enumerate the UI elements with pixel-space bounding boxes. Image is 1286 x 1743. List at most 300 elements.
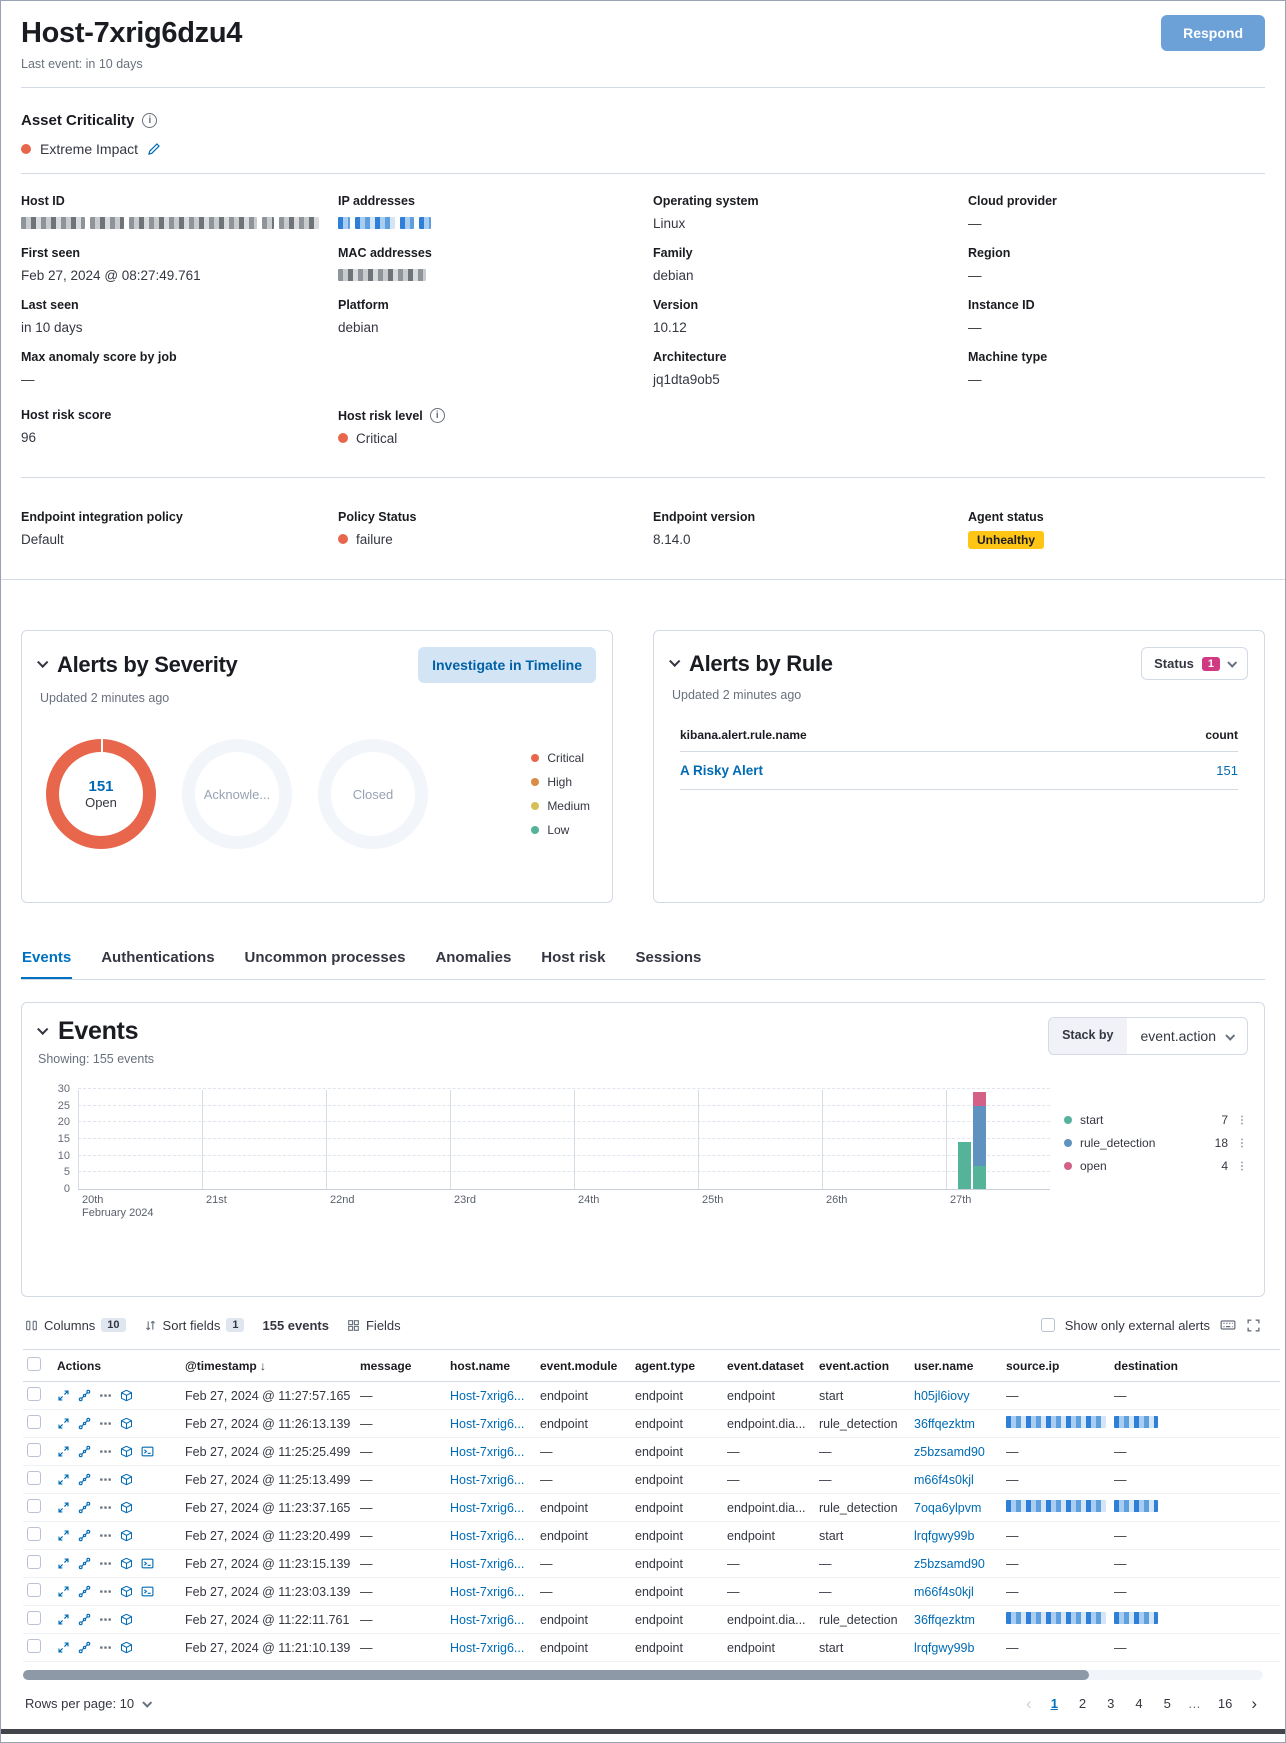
row-checkbox[interactable] xyxy=(27,1611,41,1625)
row-checkbox[interactable] xyxy=(27,1471,41,1485)
event-action-cell: — xyxy=(815,1550,910,1578)
redacted-value xyxy=(1006,1612,1106,1624)
host-name-link[interactable]: Host-7xrig6... xyxy=(450,1500,525,1515)
row-select-cell xyxy=(23,1606,53,1634)
timestamp-cell: Feb 27, 2024 @ 11:23:15.139 xyxy=(181,1550,356,1578)
open-session-view-icon[interactable] xyxy=(141,1557,154,1570)
row-select-cell xyxy=(23,1522,53,1550)
timestamp-cell: Feb 27, 2024 @ 11:23:37.165 xyxy=(181,1494,356,1522)
status-label: Status xyxy=(1154,656,1194,671)
table-row xyxy=(23,1578,1280,1606)
user-name-link[interactable]: z5bzsamd90 xyxy=(914,1556,985,1571)
updated-text: Updated 2 minutes ago xyxy=(40,691,170,705)
analyze-event-icon[interactable] xyxy=(120,1613,133,1626)
event-dataset-cell: endpoint xyxy=(723,1522,815,1550)
chart-bar-rule-detection[interactable] xyxy=(973,1106,986,1166)
destination-cell: — xyxy=(1110,1382,1280,1410)
agent-type-cell: endpoint xyxy=(631,1634,723,1662)
donut-count: 151 xyxy=(88,778,114,795)
events-count-text: 155 events xyxy=(262,1317,329,1333)
table-header-row xyxy=(23,1350,1280,1382)
message-cell: — xyxy=(356,1550,446,1578)
source-ip-cell: — xyxy=(1002,1522,1110,1550)
host-name-link[interactable]: Host-7xrig6... xyxy=(450,1472,525,1487)
fullscreen-icon[interactable] xyxy=(1246,1318,1261,1333)
event-module-cell: endpoint xyxy=(536,1606,631,1634)
redaction-block xyxy=(90,217,124,229)
x-axis-tick: 23rd xyxy=(454,1194,477,1206)
event-module-cell: endpoint xyxy=(536,1494,631,1522)
y-axis-tick: 25 xyxy=(57,1099,70,1112)
field-mac-addresses xyxy=(338,246,653,283)
host-name-link[interactable]: Host-7xrig6... xyxy=(450,1612,525,1627)
actions-cell xyxy=(53,1410,181,1438)
field-operating-system xyxy=(653,194,968,231)
previous-page-button[interactable]: ‹ xyxy=(1026,1693,1032,1713)
open-session-view-icon[interactable] xyxy=(141,1445,154,1458)
legend-item-medium[interactable] xyxy=(531,799,590,813)
investigate-in-timeline-icon[interactable] xyxy=(78,1557,91,1570)
field-endpoint-integration-policy xyxy=(21,510,338,549)
collapse-chevron-icon[interactable] xyxy=(37,1023,48,1034)
timestamp-cell: Feb 27, 2024 @ 11:21:10.139 xyxy=(181,1634,356,1662)
chart-bar-start[interactable] xyxy=(958,1142,971,1189)
x-axis-tick: 21st xyxy=(206,1194,227,1206)
event-dataset-cell: — xyxy=(723,1438,815,1466)
details-column xyxy=(968,194,1265,402)
analyze-event-icon[interactable] xyxy=(120,1585,133,1598)
rule-name-link[interactable]: A Risky Alert xyxy=(680,763,764,778)
expand-event-icon[interactable] xyxy=(57,1585,70,1598)
event-action-cell: rule_detection xyxy=(815,1606,910,1634)
user-name-link[interactable]: lrqfgwy99b xyxy=(914,1640,975,1655)
host-name-link-cell xyxy=(446,1494,536,1522)
source-ip-cell: — xyxy=(1002,1634,1110,1662)
chart-legend-item-open[interactable] xyxy=(1064,1154,1248,1177)
legend-item-low[interactable] xyxy=(531,823,590,837)
column-header-timestamp[interactable]: @timestamp ↓ xyxy=(181,1350,356,1382)
field-endpoint-version xyxy=(653,510,968,549)
chevron-down-icon xyxy=(1227,658,1237,668)
row-checkbox[interactable] xyxy=(27,1583,41,1597)
window-bottom-bar xyxy=(1,1729,1285,1734)
field-region xyxy=(968,246,1265,283)
more-actions-icon[interactable] xyxy=(99,1557,112,1570)
user-name-link-cell xyxy=(910,1606,1002,1634)
legend-series-name: rule_detection xyxy=(1080,1135,1156,1150)
chart-bar-start[interactable] xyxy=(973,1166,986,1189)
sort-descending-icon: ↓ xyxy=(256,1358,267,1373)
source-ip-cell: — xyxy=(1002,1466,1110,1494)
legend-menu-icon[interactable] xyxy=(1236,1137,1248,1149)
agent-type-cell: endpoint xyxy=(631,1606,723,1634)
field-value: failure xyxy=(338,531,639,547)
timestamp-cell: Feb 27, 2024 @ 11:25:13.499 xyxy=(181,1466,356,1494)
timestamp-cell: Feb 27, 2024 @ 11:25:25.499 xyxy=(181,1438,356,1466)
count-column-header[interactable]: count xyxy=(1205,728,1238,742)
investigate-in-timeline-icon[interactable] xyxy=(78,1613,91,1626)
field-label: Max anomaly score by job xyxy=(21,350,177,364)
severity-donut-acknowle[interactable] xyxy=(182,739,292,849)
page-button-5[interactable]: 5 xyxy=(1163,1696,1171,1711)
field-value: debian xyxy=(338,319,379,335)
divider xyxy=(21,87,1265,88)
host-name-link-cell xyxy=(446,1466,536,1494)
tab-events[interactable]: Events xyxy=(21,947,72,979)
column-header-agent-type[interactable]: agent.type xyxy=(631,1350,723,1382)
field-value: Default xyxy=(21,531,64,547)
tab-authentications[interactable]: Authentications xyxy=(101,949,215,966)
more-actions-icon[interactable] xyxy=(99,1641,112,1654)
analyze-event-icon[interactable] xyxy=(120,1417,133,1430)
host-name-link[interactable]: Host-7xrig6... xyxy=(450,1556,525,1571)
host-name-link[interactable]: Host-7xrig6... xyxy=(450,1584,525,1599)
asset-criticality-heading: Asset Criticality xyxy=(21,112,135,129)
sort-fields-label: Sort fields xyxy=(162,1317,221,1333)
open-session-view-icon[interactable] xyxy=(141,1585,154,1598)
gridline xyxy=(78,1155,1050,1156)
column-header-event-module[interactable]: event.module xyxy=(536,1350,631,1382)
donut-label: Acknowle... xyxy=(203,786,271,802)
expand-event-icon[interactable] xyxy=(57,1613,70,1626)
status-filter-button[interactable] xyxy=(1141,647,1248,680)
user-name-link[interactable]: h05jl6iovy xyxy=(914,1388,970,1403)
field-label: IP addresses xyxy=(338,194,415,208)
field-value: — xyxy=(968,267,982,283)
user-name-link[interactable]: lrqfgwy99b xyxy=(914,1528,975,1543)
destination-cell xyxy=(1110,1606,1280,1634)
timestamp-cell: Feb 27, 2024 @ 11:23:20.499 xyxy=(181,1522,356,1550)
redaction-block xyxy=(1114,1500,1158,1512)
row-checkbox[interactable] xyxy=(27,1555,41,1569)
source-ip-cell xyxy=(1002,1494,1110,1522)
user-name-link[interactable]: 7oqa6ylpvm xyxy=(914,1500,982,1515)
more-actions-icon[interactable] xyxy=(99,1529,112,1542)
field-value: — xyxy=(968,319,982,335)
destination-cell: — xyxy=(1110,1522,1280,1550)
fields-button[interactable] xyxy=(347,1318,401,1333)
field-label: Operating system xyxy=(653,194,759,208)
field-last-seen xyxy=(21,298,338,335)
actions-cell xyxy=(53,1578,181,1606)
destination-cell xyxy=(1110,1410,1280,1438)
event-module-cell: — xyxy=(536,1578,631,1606)
user-name-link[interactable]: 36ffqezktm xyxy=(914,1416,975,1431)
destination-cell: — xyxy=(1110,1438,1280,1466)
agent-type-cell: endpoint xyxy=(631,1522,723,1550)
field-label: Host ID xyxy=(21,194,65,208)
field-label: Endpoint version xyxy=(653,510,756,524)
row-actions xyxy=(57,1641,177,1654)
event-dataset-cell: — xyxy=(723,1466,815,1494)
tab-sessions[interactable]: Sessions xyxy=(635,949,702,966)
column-header-message[interactable]: message xyxy=(356,1350,446,1382)
chart-legend-item-rule-detection[interactable] xyxy=(1064,1131,1248,1154)
event-dataset-cell: endpoint xyxy=(723,1634,815,1662)
more-actions-icon[interactable] xyxy=(99,1501,112,1514)
investigate-in-timeline-icon[interactable] xyxy=(78,1501,91,1514)
row-checkbox[interactable] xyxy=(27,1443,41,1457)
analyze-event-icon[interactable] xyxy=(120,1389,133,1402)
info-icon[interactable] xyxy=(142,113,157,128)
tab-anomalies[interactable]: Anomalies xyxy=(435,949,512,966)
user-name-link[interactable]: m66f4s0kjl xyxy=(914,1584,974,1599)
expand-event-icon[interactable] xyxy=(57,1473,70,1486)
select-all-checkbox[interactable] xyxy=(27,1357,41,1371)
user-name-link[interactable]: m66f4s0kjl xyxy=(914,1472,974,1487)
page-button-1[interactable]: 1 xyxy=(1050,1696,1058,1711)
more-actions-icon[interactable] xyxy=(99,1473,112,1486)
legend-menu-icon[interactable] xyxy=(1236,1160,1248,1172)
redaction-block xyxy=(355,217,395,229)
horizontal-scrollbar[interactable] xyxy=(23,1670,1263,1680)
agent-status-badge: Unhealthy xyxy=(968,531,1044,549)
analyze-event-icon[interactable] xyxy=(120,1641,133,1654)
analyze-event-icon[interactable] xyxy=(120,1473,133,1486)
columns-icon xyxy=(25,1319,38,1332)
x-axis-tick: 24th xyxy=(578,1194,600,1206)
host-name-link[interactable]: Host-7xrig6... xyxy=(450,1388,525,1403)
details-column xyxy=(653,194,968,402)
row-select-cell xyxy=(23,1494,53,1522)
keyboard-icon[interactable] xyxy=(1220,1317,1236,1333)
destination-cell: — xyxy=(1110,1578,1280,1606)
respond-button[interactable]: Respond xyxy=(1161,15,1265,51)
tab-host-risk[interactable]: Host risk xyxy=(541,949,606,966)
column-header-host-name[interactable]: host.name xyxy=(446,1350,536,1382)
host-name-link[interactable]: Host-7xrig6... xyxy=(450,1444,525,1459)
host-name-link[interactable]: Host-7xrig6... xyxy=(450,1528,525,1543)
source-ip-cell: — xyxy=(1002,1550,1110,1578)
more-actions-icon[interactable] xyxy=(99,1389,112,1402)
stack-by-select[interactable] xyxy=(1048,1017,1248,1055)
columns-button[interactable] xyxy=(25,1318,126,1333)
alerts-by-severity-title: Alerts by Severity xyxy=(57,652,238,677)
alerts-by-severity-card xyxy=(21,630,613,903)
page-title: Host-7xrig6dzu4 xyxy=(21,17,243,49)
info-icon[interactable] xyxy=(430,408,445,423)
actions-cell xyxy=(53,1606,181,1634)
column-header-event-action[interactable]: event.action xyxy=(815,1350,910,1382)
redaction-block xyxy=(1006,1612,1106,1624)
expand-event-icon[interactable] xyxy=(57,1641,70,1654)
legend-dot-icon xyxy=(531,802,539,810)
legend-item-critical[interactable] xyxy=(531,751,590,765)
field-value: jq1dta9ob5 xyxy=(653,371,720,387)
table-row xyxy=(23,1550,1280,1578)
redaction-block xyxy=(129,217,257,229)
field-label: Endpoint integration policy xyxy=(21,510,183,524)
column-header-source-ip[interactable]: source.ip xyxy=(1002,1350,1110,1382)
page-button-2[interactable]: 2 xyxy=(1078,1696,1087,1711)
events-title: Events xyxy=(58,1017,139,1045)
timestamp-cell: Feb 27, 2024 @ 11:23:03.139 xyxy=(181,1578,356,1606)
legend-series-value: 7 xyxy=(1221,1112,1228,1127)
table-row xyxy=(23,1494,1280,1522)
legend-dot-icon xyxy=(531,778,539,786)
host-name-link-cell xyxy=(446,1438,536,1466)
rule-name-column-header[interactable]: kibana.alert.rule.name xyxy=(680,728,807,742)
investigate-in-timeline-icon[interactable] xyxy=(78,1389,91,1402)
redaction-block xyxy=(419,217,431,229)
edit-pencil-icon[interactable] xyxy=(147,142,161,156)
legend-series-value: 18 xyxy=(1214,1135,1228,1150)
actions-cell xyxy=(53,1634,181,1662)
y-axis-tick: 20 xyxy=(57,1116,70,1129)
legend-series-name: open xyxy=(1080,1158,1107,1173)
destination-cell: — xyxy=(1110,1466,1280,1494)
external-alerts-label: Show only external alerts xyxy=(1064,1317,1210,1333)
field-label: Cloud provider xyxy=(968,194,1057,208)
user-name-link[interactable]: 36ffqezktm xyxy=(914,1612,975,1627)
legend-dot-icon xyxy=(531,754,539,762)
more-actions-icon[interactable] xyxy=(99,1585,112,1598)
row-select-cell xyxy=(23,1410,53,1438)
events-panel xyxy=(21,1002,1265,1297)
user-name-link-cell xyxy=(910,1522,1002,1550)
y-axis-tick: 15 xyxy=(57,1133,70,1145)
gridline xyxy=(78,1138,1050,1139)
field-host-risk-score xyxy=(21,408,338,446)
gridline xyxy=(450,1090,451,1189)
expand-event-icon[interactable] xyxy=(57,1417,70,1430)
row-checkbox[interactable] xyxy=(27,1499,41,1513)
legend-label: Critical xyxy=(547,751,584,765)
event-module-cell: endpoint xyxy=(536,1382,631,1410)
gridline xyxy=(78,1171,1050,1172)
field-value: 10.12 xyxy=(653,319,687,335)
field-label: Machine type xyxy=(968,350,1048,364)
field-label: Version xyxy=(653,298,699,312)
investigate-in-timeline-icon[interactable] xyxy=(78,1641,91,1654)
endpoint-grid xyxy=(21,510,1265,579)
legend-item-high[interactable] xyxy=(531,775,590,789)
row-checkbox[interactable] xyxy=(27,1527,41,1541)
field-cloud-provider xyxy=(968,194,1265,231)
field-value xyxy=(338,267,639,283)
more-actions-icon[interactable] xyxy=(99,1613,112,1626)
rows-per-page-button[interactable] xyxy=(25,1696,150,1711)
row-checkbox[interactable] xyxy=(27,1639,41,1653)
analyze-event-icon[interactable] xyxy=(120,1529,133,1542)
column-header-user-name[interactable]: user.name xyxy=(910,1350,1002,1382)
analyze-event-icon[interactable] xyxy=(120,1501,133,1514)
field-ip-addresses xyxy=(338,194,653,231)
tab-uncommon-processes[interactable]: Uncommon processes xyxy=(244,949,406,966)
row-select-cell xyxy=(23,1550,53,1578)
sort-fields-button[interactable] xyxy=(144,1318,245,1333)
severity-donut-open[interactable] xyxy=(46,739,156,849)
chart-bar-open[interactable] xyxy=(973,1092,986,1105)
column-header-event-dataset[interactable]: event.dataset xyxy=(723,1350,815,1382)
investigate-in-timeline-icon[interactable] xyxy=(78,1585,91,1598)
column-header-destination[interactable]: destination xyxy=(1110,1350,1280,1382)
host-risk-grid xyxy=(21,408,1265,461)
table-row xyxy=(23,1410,1280,1438)
host-overview-section xyxy=(1,1,1285,580)
host-name-link[interactable]: Host-7xrig6... xyxy=(450,1416,525,1431)
legend-dot-icon xyxy=(1064,1162,1072,1170)
analyze-event-icon[interactable] xyxy=(120,1557,133,1570)
host-name-link[interactable]: Host-7xrig6... xyxy=(450,1640,525,1655)
collapse-chevron-icon[interactable] xyxy=(669,655,680,666)
legend-menu-icon[interactable] xyxy=(1236,1114,1248,1126)
host-risk-level-dot-icon xyxy=(338,433,348,443)
severity-legend xyxy=(531,741,596,847)
message-cell: — xyxy=(356,1578,446,1606)
chart-legend-item-start[interactable] xyxy=(1064,1108,1248,1131)
column-header-actions[interactable]: Actions xyxy=(53,1350,181,1382)
row-select-cell xyxy=(23,1578,53,1606)
field-label: First seen xyxy=(21,246,81,260)
more-actions-icon[interactable] xyxy=(99,1445,112,1458)
fields-icon xyxy=(347,1319,360,1332)
legend-dot-icon xyxy=(531,826,539,834)
investigate-in-timeline-button[interactable]: Investigate in Timeline xyxy=(418,647,596,683)
field-value: — xyxy=(968,215,982,231)
last-event-text: Last event: in 10 days xyxy=(21,57,143,71)
host-name-link-cell xyxy=(446,1410,536,1438)
investigate-in-timeline-icon[interactable] xyxy=(78,1473,91,1486)
chevron-down-icon xyxy=(142,1698,152,1708)
legend-label: Medium xyxy=(547,799,590,813)
user-name-link-cell xyxy=(910,1438,1002,1466)
message-cell: — xyxy=(356,1606,446,1634)
host-name-link-cell xyxy=(446,1522,536,1550)
scrollbar-thumb[interactable] xyxy=(23,1670,1089,1680)
row-select-cell xyxy=(23,1634,53,1662)
chevron-down-icon xyxy=(1225,1030,1235,1040)
next-page-button[interactable]: › xyxy=(1251,1693,1257,1713)
expand-event-icon[interactable] xyxy=(57,1557,70,1570)
alerts-by-rule-title: Alerts by Rule xyxy=(689,650,833,676)
x-axis-tick: 25th xyxy=(702,1194,724,1206)
row-checkbox[interactable] xyxy=(27,1387,41,1401)
expand-event-icon[interactable] xyxy=(57,1445,70,1458)
analyze-event-icon[interactable] xyxy=(120,1445,133,1458)
page-button-4[interactable]: 4 xyxy=(1135,1696,1143,1711)
host-name-link-cell xyxy=(446,1382,536,1410)
sort-count-badge: 1 xyxy=(226,1318,244,1332)
expand-event-icon[interactable] xyxy=(57,1389,70,1402)
collapse-chevron-icon[interactable] xyxy=(37,657,48,668)
investigate-in-timeline-icon[interactable] xyxy=(78,1529,91,1542)
message-cell: — xyxy=(356,1438,446,1466)
actions-cell xyxy=(53,1494,181,1522)
external-alerts-checkbox[interactable] xyxy=(1041,1318,1055,1332)
user-name-link[interactable]: z5bzsamd90 xyxy=(914,1444,985,1459)
field-value xyxy=(21,215,324,231)
severity-donut-closed[interactable] xyxy=(318,739,428,849)
expand-event-icon[interactable] xyxy=(57,1501,70,1514)
gridline xyxy=(326,1090,327,1189)
gridline xyxy=(574,1090,575,1189)
event-action-cell: — xyxy=(815,1438,910,1466)
field-host-id xyxy=(21,194,338,231)
y-axis-tick: 5 xyxy=(63,1166,70,1179)
row-checkbox[interactable] xyxy=(27,1415,41,1429)
host-name-link-cell xyxy=(446,1578,536,1606)
investigate-in-timeline-icon[interactable] xyxy=(78,1417,91,1430)
investigate-in-timeline-icon[interactable] xyxy=(78,1445,91,1458)
expand-event-icon[interactable] xyxy=(57,1529,70,1542)
legend-series-name: start xyxy=(1080,1112,1104,1127)
page-button-3[interactable]: 3 xyxy=(1107,1696,1115,1711)
row-actions xyxy=(57,1501,177,1514)
page-button-16[interactable]: 16 xyxy=(1217,1696,1233,1711)
agent-type-cell: endpoint xyxy=(631,1466,723,1494)
more-actions-icon[interactable] xyxy=(99,1417,112,1430)
